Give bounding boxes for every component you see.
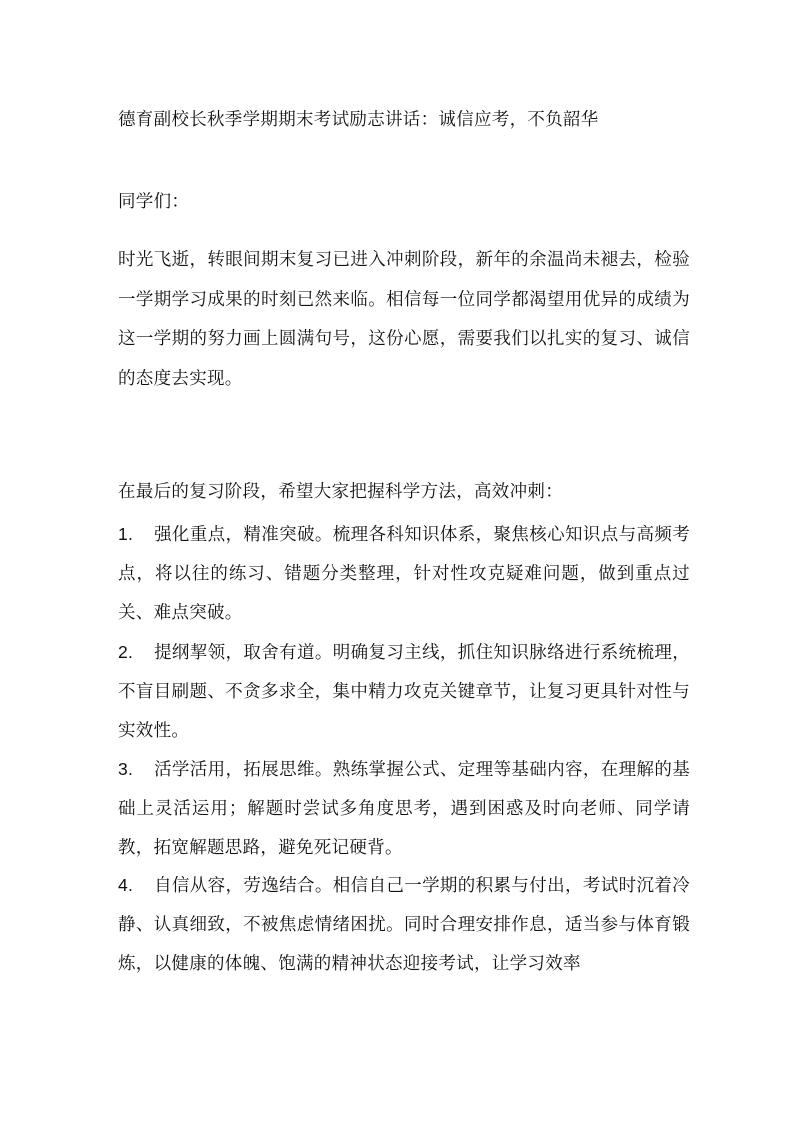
list-number: 3. [118, 759, 134, 779]
list-item-text: 提纲挈领，取舍有道。明确复习主线，抓住知识脉络进行系统梳理，不盲目刷题、不贪多求全，集中精力攻克关键章节，让复习更具针对性与实效性。 [118, 643, 690, 741]
list-item [118, 515, 690, 633]
list-number: 4. [118, 875, 134, 895]
list-intro: 在最后的复习阶段，希望大家把握科学方法，高效冲刺： [118, 482, 563, 502]
list-item [118, 750, 690, 868]
opening-paragraph: 时光飞逝，转眼间期末复习已进入冲刺阶段，新年的余温尚未褪去，检验一学期学习成果的时刻已然来临。相信每一位同学都渴望用优异的成绩为这一学期的努力画上圆满句号，这份心愿，需要我们以扎实的复习、诚信的态度去实现。 [118, 250, 690, 389]
document-title: 德育副校长秋季学期期末考试励志讲话：诚信应考，不负韶华 [118, 110, 599, 130]
list-item-text: 活学活用，拓展思维。熟练掌握公式、定理等基础内容，在理解的基础上灵活运用；解题时尝试多角度思考，遇到困惑及时向老师、同学请教，拓宽解题思路，避免死记硬背。 [118, 760, 690, 858]
list-item [118, 866, 690, 984]
list-item-text: 强化重点，精准突破。梳理各科知识体系，聚焦核心知识点与高频考点，将以往的练习、错题分类整理，针对性攻克疑难问题，做到重点过关、难点突破。 [118, 525, 690, 623]
list-number: 2. [118, 642, 134, 662]
salutation: 同学们： [118, 192, 190, 212]
list-item [118, 633, 690, 751]
list-number: 1. [118, 524, 134, 544]
list-item-text: 自信从容，劳逸结合。相信自己一学期的积累与付出，考试时沉着冷静、认真细致，不被焦虑情绪困扰。同时合理安排作息，适当参与体育锻炼，以健康的体魄、饱满的精神状态迎接考试，让学习效率 [118, 876, 690, 974]
